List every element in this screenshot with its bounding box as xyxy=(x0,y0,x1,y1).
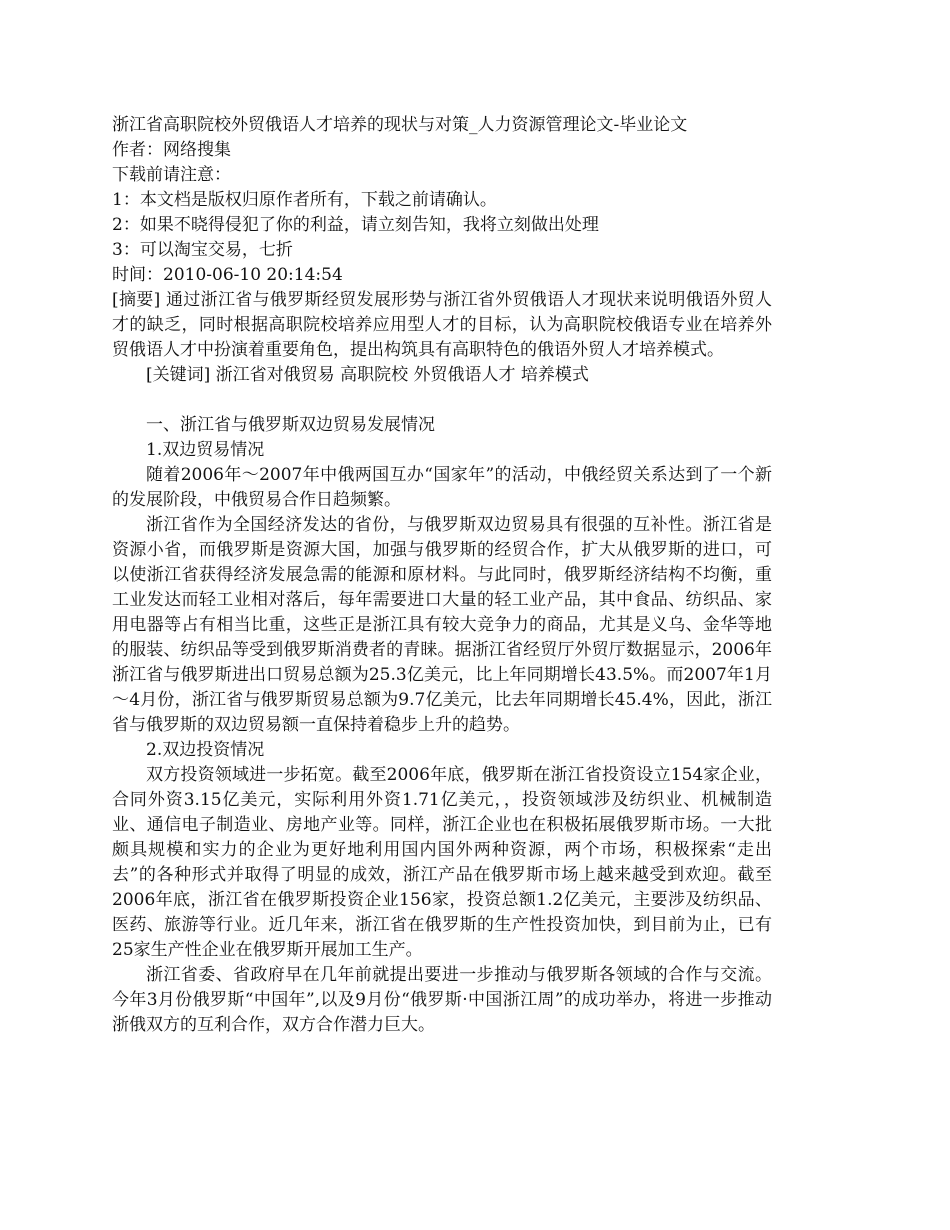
notice-item: 2：如果不晓得侵犯了你的利益，请立刻告知，我将立刻做出处理 xyxy=(112,215,599,235)
body-paragraph: 随着2006年～2007年中俄两国互办“国家年”的活动，中俄经贸关系达到了一个新的发展阶段，中俄贸易合作日趋频繁。 xyxy=(112,465,772,510)
subsection-title: 1.双边贸易情况 xyxy=(146,440,265,460)
document-page xyxy=(112,113,772,1038)
author-line: 作者：网络搜集 xyxy=(112,140,231,160)
section-title: 一、浙江省与俄罗斯双边贸易发展情况 xyxy=(146,415,435,435)
abstract-paragraph: [摘要] 通过浙江省与俄罗斯经贸发展形势与浙江省外贸俄语人才现状来说明俄语外贸人才的缺乏，同时根据高职院校培养应用型人才的目标，认为高职院校俄语专业在培养外贸俄语人才中扮演着重要角色，提出构筑具有高职特色的俄语外贸人才培养模式。 xyxy=(112,290,772,360)
document-title: 浙江省高职院校外贸俄语人才培养的现状与对策_人力资源管理论文-毕业论文 xyxy=(112,115,688,135)
notice-heading: 下载前请注意： xyxy=(112,165,231,185)
timestamp-line: 时间：2010-06-10 20:14:54 xyxy=(112,265,343,285)
body-paragraph: 浙江省委、省政府早在几年前就提出要进一步推动与俄罗斯各领域的合作与交流。今年3月份俄罗斯“中国年”,以及9月份“俄罗斯·中国浙江周”的成功举办，将进一步推动浙俄双方的互利合作，双方合作潜力巨大。 xyxy=(112,965,772,1035)
body-paragraph: 浙江省作为全国经济发达的省份，与俄罗斯双边贸易具有很强的互补性。浙江省是资源小省，而俄罗斯是资源大国，加强与俄罗斯的经贸合作，扩大从俄罗斯的进口，可以使浙江省获得经济发展急需的能源和原材料。与此同时，俄罗斯经济结构不均衡，重工业发达而轻工业相对落后，每年需要进口大量的轻工业产品，其中食品、纺织品、家用电器等占有相当比重，这些正是浙江具有较大竞争力的商品，尤其是义乌、金华等地的服装、纺织品等受到俄罗斯消费者的青睐。据浙江省经贸厅外贸厅数据显示，2006年浙江省与俄罗斯进出口贸易总额为25.3亿美元，比上年同期增长43.5%。而2007年1月～4月份，浙江省与俄罗斯贸易总额为9.7亿美元，比去年同期增长45.4%，因此，浙江省与俄罗斯的双边贸易额一直保持着稳步上升的趋势。 xyxy=(112,515,772,735)
notice-item: 3：可以淘宝交易，七折 xyxy=(112,240,293,260)
blank-line xyxy=(112,388,772,413)
subsection-title: 2.双边投资情况 xyxy=(146,740,265,760)
notice-item: 1：本文档是版权归原作者所有，下载之前请确认。 xyxy=(112,190,497,210)
body-paragraph: 双方投资领域进一步拓宽。截至2006年底，俄罗斯在浙江省投资设立154家企业，合同外资3.15亿美元，实际利用外资1.71亿美元，，投资领域涉及纺织业、机械制造业、通信电子制造业、房地产业等。同样，浙江企业也在积极拓展俄罗斯市场。一大批颇具规模和实力的企业为更好地利用国内国外两种资源，两个市场，积极探索“走出去”的各种形式并取得了明显的成效，浙江产品在俄罗斯市场上越来越受到欢迎。截至2006年底，浙江省在俄罗斯投资企业156家，投资总额1.2亿美元，主要涉及纺织品、医药、旅游等行业。近几年来，浙江省在俄罗斯的生产性投资加快，到目前为止，已有25家生产性企业在俄罗斯开展加工生产。 xyxy=(112,765,772,960)
keywords-line: [关键词] 浙江省对俄贸易 高职院校 外贸俄语人才 培养模式 xyxy=(146,365,589,385)
